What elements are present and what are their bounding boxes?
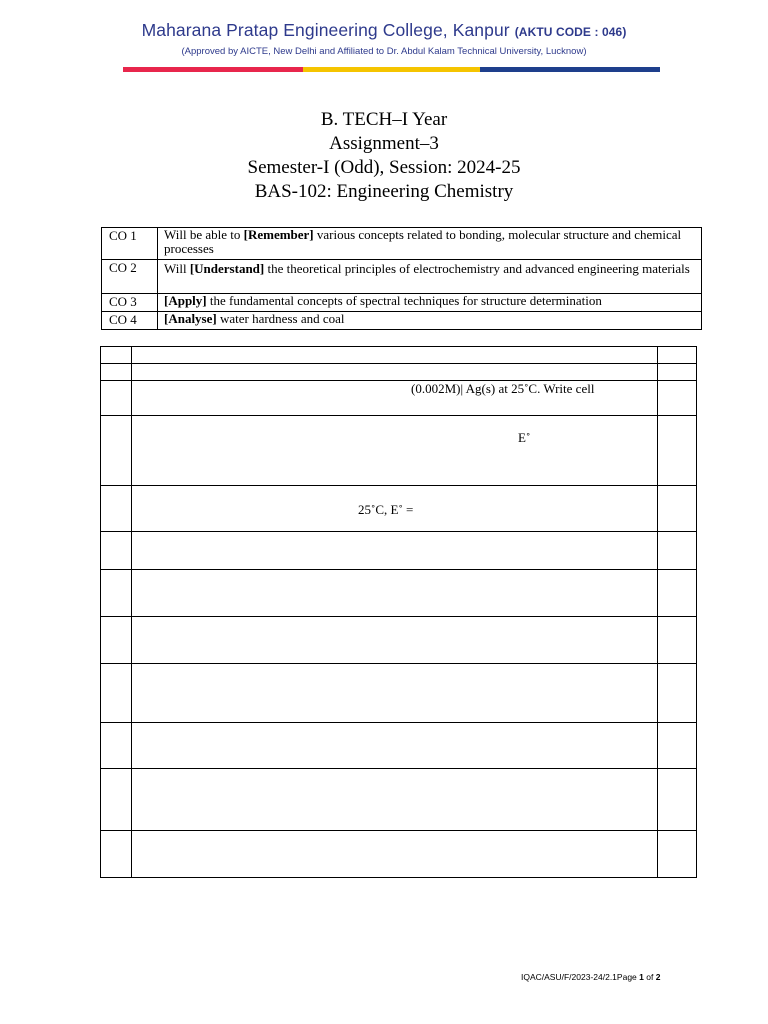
page-word: Page [616,972,640,982]
question-number-cell [101,364,132,381]
question-co-cell [658,364,697,381]
table-row [101,364,697,381]
question-text-cell [132,347,658,364]
co-code: CO 3 [102,294,158,312]
question-text-cell [132,617,658,664]
question-co-cell [658,570,697,617]
question-text-cell [132,831,658,878]
table-row [101,486,697,532]
question-co-cell [658,532,697,570]
question-co-cell [658,723,697,769]
question-text-cell [132,532,658,570]
co-description: Will be able to [Remember] various concepts related to bonding, molecular structure and chemical processes [158,228,702,260]
question-text-cell [132,570,658,617]
aktu-code: (AKTU CODE : 046) [514,25,627,39]
question-text-cell [132,769,658,831]
approval-line: (Approved by AICTE, New Delhi and Affiliated to Dr. Abdul Kalam Technical University, Lucknow) [181,46,587,57]
co-code: CO 1 [102,228,158,260]
question-number-cell [101,723,132,769]
co-row [102,260,702,294]
document-code: IQAC/ASU/F/2023-24/2.1 [521,972,617,982]
co-description: [Analyse] water hardness and coal [158,312,702,330]
table-row [101,723,697,769]
question-number-cell [101,831,132,878]
header-stripe-red [123,67,303,72]
question-co-cell [658,416,697,486]
question-fragment: (0.002M)| Ag(s) at 25˚C. Write cell [411,381,595,396]
question-co-cell [658,486,697,532]
question-fragment: E˚ [518,430,531,445]
co-code: CO 4 [102,312,158,330]
title-course-year: B. TECH–I Year [320,109,448,130]
question-co-cell [658,664,697,723]
table-row [101,416,697,486]
question-number-cell [101,416,132,486]
header-stripe-yellow [303,67,480,72]
of-word: of [643,972,656,982]
table-row [101,532,697,570]
co-description: [Apply] the fundamental concepts of spectral techniques for structure determination [158,294,702,312]
header-stripe-blue [480,67,660,72]
assignment-titles [0,108,768,204]
table-row [101,831,697,878]
question-text-cell [132,364,658,381]
co-row [102,294,702,312]
question-co-cell [658,381,697,416]
question-number-cell [101,570,132,617]
question-number-cell [101,664,132,723]
question-co-cell [658,831,697,878]
question-number-cell [101,347,132,364]
table-row [101,347,697,364]
co-row [102,312,702,330]
question-text-cell [132,381,658,416]
table-row [101,617,697,664]
table-row [101,570,697,617]
question-number-cell [101,769,132,831]
question-number-cell [101,617,132,664]
question-number-cell [101,381,132,416]
college-name [0,20,768,41]
co-description: Will [Understand] the theoretical principles of electrochemistry and advanced engineering materials [158,260,702,294]
question-co-cell [658,769,697,831]
question-text-cell [132,723,658,769]
title-assignment: Assignment–3 [329,133,439,154]
question-number-cell [101,486,132,532]
table-row [101,381,697,416]
co-code: CO 2 [102,260,158,294]
page-total: 2 [655,972,661,982]
college-name-text: Maharana Pratap Engineering College, Kanpur [141,20,510,40]
title-subject: BAS-102: Engineering Chemistry [254,181,514,202]
table-row [101,769,697,831]
questions-table [100,346,697,878]
question-text-cell [132,486,658,532]
question-text-cell [132,416,658,486]
question-co-cell [658,347,697,364]
page-number: 1 [639,972,644,982]
co-row [102,228,702,260]
page-footer [521,972,660,982]
question-co-cell [658,617,697,664]
question-number-cell [101,532,132,570]
course-outcomes-table [101,227,702,330]
table-row [101,664,697,723]
question-fragment: 25˚C, E˚ = [358,502,414,517]
question-text-cell [132,664,658,723]
title-semester: Semester-I (Odd), Session: 2024-25 [247,157,521,178]
